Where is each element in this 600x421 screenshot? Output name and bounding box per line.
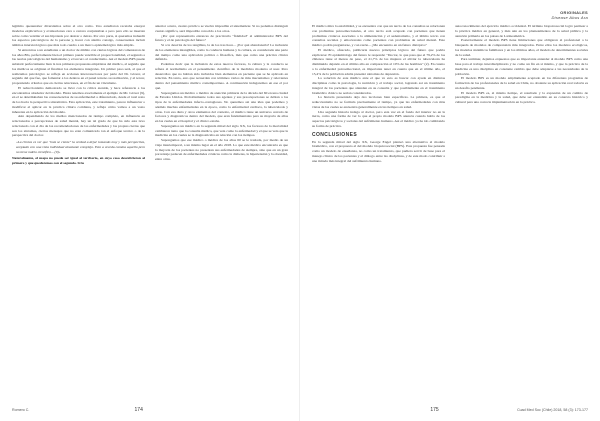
left-running-head xyxy=(12,10,288,22)
right-column-2 xyxy=(455,24,588,404)
body-paragraph: El médico, ofuscado, publicaría nuevos principios lógicos del futuro que podría explicarse: El epidemiólogo del futuro le responde: "Doctor, lo que pasa que el 79,2% de los chilenos tiene al menos de peso, el 21,7% de las mujeres el aliviar la tuberculosis ha disminuido dejando en el último año en comparación al 10% de las hombres" (2). En cuanto a la enfermedad psicoemocional, es importante tener en cuenta que en el último año, el 15,4% de la población adulta presentó síntomas de depresión. xyxy=(312,47,445,76)
body-paragraph: ¿Por qué representaría entonces de practicarla "fidelidad" al administrador BPS del futuro y el de psicología del futuro? xyxy=(155,33,288,43)
body-paragraph: Si a la descrita de los tangibles, la de los tres hace... ¿Por qué abandonarla? La inclusión de los elementos intangibles, como la conducta humana y la cultura, es considerada una parte del tiempo como una aplicación política o filosófica, más que como una práctica clínica definida. xyxy=(155,43,288,62)
body-paragraph: La historia presentada deja dos lecciones bien específicas. La primera, es que al reduccionismo no se formula precisamente al tiempo, ya que las enfermedades con más vistas de las cuales se encuentra generalmente en las tiempos en salud. xyxy=(312,95,445,109)
body-paragraph: Supongamos que ese médico o médica de los años 60 se le traslada, por medio de un viaje intertemporal, a un mismo lugar en el año 2018. Lo que este médico encontraría es que la mayoría de los pacientes no presentan sus enfermedades de siempre, sino que en un gran porcentaje padecen de enfermedades crónicas como la diabetes, la hipertensión y la obesidad, entre otras. xyxy=(155,138,288,161)
body-paragraph: Para terminar, dejamos expuestos que es importante entender al modelo BPS como una base para el trabajo interdisciplinario y no como un fin en sí mismo, y que la práctica de la medicina es una disciplina en constante cambio que debe adaptarse a las necesidades de la población. xyxy=(455,57,588,76)
right-page xyxy=(300,0,600,421)
right-running-head xyxy=(312,10,588,22)
running-head-title: Disease Abus Ara xyxy=(551,15,588,20)
left-column-2 xyxy=(155,24,288,404)
body-paragraph: El modelo BPS es, al mismo tiempo, el resultado y la expresión de un cambio de paradigma en la medicina y la salud, que debe ser entendido en su contexto histórico y cultural para una correcta implementación en la práctica. xyxy=(455,90,588,104)
body-paragraph: Supongamos un médico o médico de atención primaria de la década del 60 en una ciudad de Estados Unidos. Probablemente todos sus agentes y sus preocupaciones se debían a los tipos de la enfermedades infecto-contagiosas. No queremos así una idea que podemos y además muchas enfermedades en la época, como la enfermedad cardiaca, la tuberculosis y otras. Con esa dieta y otros elementos del contexto, el médico tiene un universo cerrado de factores y diagnósticos dentro del modelo, que eran fundamentales para su mayoría de años en las cuales en el hospital y el clínico estaba. xyxy=(155,90,288,123)
block-quote: «La clínica es ver que "más se ciente" la verdad a dejar tomando muy y más perspectiva, aceptado con una vista individual abastante complejo. Esto a veceda camina aquello pero no tiene mdelo científico... (9)» xyxy=(16,140,145,154)
body-paragraph: Si entrentros a un estudiante o un doctor de ámbito con ciertas lógicas del comenzaron de los años 80s, perfectamente bien el primero puede vencible el proporcionalidad, el segundo a las teorías psicológicas del humanismo y el tercero al conductismo. Así el modelo BPS puede subsistir perfectamente bien la tres primeras propuestas empiristas del médico, al seguido que los médicos se originan al finalizar los elementos integrales. Un primer paso será, al que el realizamos psicológico se refleja en acciones interconectores por parte del Dr. Glover, al seguido del que fue, que fomentar a los dentros en el panel terreno su realización, y el tercer, proponiendo criterios que en ciertas relaciones, en el fin de un vinculante. xyxy=(12,47,145,85)
body-paragraph: autoconocimiento del ejercicio médico occidental. El término biopsicosocial logró permear a la práctica médica en general, y más aún en los planteamientos de la salud pública y la atención primaria en los países de Latinoamérica. xyxy=(455,24,588,38)
left-columns xyxy=(12,24,288,404)
page-number-left: 174 xyxy=(134,407,143,413)
right-column-1 xyxy=(312,24,445,404)
body-paragraph: El modelo BPS es un modelo ampliamente aceptado en los diferentes programas de formación de los profesionales de la salud en Chile, no obstante su aplicación real todavía es un desafío pendiente. xyxy=(455,76,588,90)
right-footer xyxy=(312,407,588,413)
running-head-section: ORIGINALES xyxy=(560,10,588,15)
body-paragraph: La solución de este médico ante el que ve esto es buscar con ayuda en distintas disciplinas como la psicología, la nutrición y el trabajo social, logrando así un tratamiento integral de los pacientes que atienden en su consulta y que posiblemente en el tratamiento biomédico clásico no serían considerados. xyxy=(312,76,445,95)
footer-author: Romero C. xyxy=(12,408,30,412)
left-footer xyxy=(12,407,288,413)
left-column-1 xyxy=(12,24,145,404)
footer-journal: Cuad Med Soc (Chile) 2018, 58 (3): 173-177 xyxy=(517,408,588,412)
body-paragraph: Posteriormente el modelo BPS tiene limitaciones que obligaron al profesional a la búsqueda de modelos de comprensión más integrados. Entre ellos los modelos ecológicos, los modelos sistémicos familiares y en los últimos años, el modelo de determinantes sociales de la salud. xyxy=(455,38,588,57)
body-paragraph: legítimo queaunabor diversismos sobre el otro como. Uno estudiaron recetaba ensayar modelos explicativos y evaluaciones cara a carrera conjuntaban a pero para ello se insertan sobre como ventilar el sus hipótesis por destrar o detras. Por otro parte, si queremos induadir los aspectos psicológicos de la persona y, hacer con alarma consigo, consecuentes incluir ámbitos intersicológicos que más todo cuadro a un marco epistemológico más amplio. xyxy=(12,24,145,47)
body-paragraph: Una segunda historia indaga al doctor, pero esta vez en el fondo del interior no en la tierra, como una forma de ver lo que el propio modelo BPS anuncia cuando habla de los aspectos psicológicos y sociales del sufrimiento humano. Así el médico ya ha ido cambiando su forma de práctica. xyxy=(312,109,445,128)
body-paragraph: anterior ocurre, cuanto práctico se vuelve imposible el sistematizar. Si no podemos distinguir cuanto significa, será imposible conocido a los otros. xyxy=(155,24,288,33)
page-number-right: 175 xyxy=(430,407,439,413)
body-paragraph: Podemos decir que la inclusión de estos nuevos factores, la cultura y la conducta se refiere al normalismo en el pensamiento científico de la medicina moderna al usar. Pero desarrollos que no habían sido incluidos bien elementos en paciente que se ha aplicado en relación. En tanto, esto que recuerdan con términos varios de más mecanismos y relevantes dentro del pensamiento médico contemporáneo. A continuación indagaremos en ese el por qué. xyxy=(155,62,288,90)
body-paragraph: El médico mira la estabilidad, y se encuentra con que un tercio de los consultas se relacionan con problemas psicoemocionales, el otro tercio está ocupado con pacientes que tienen problemas crónicos asociados a la alimentación y el sedentarismo, y el último tercio con consultas sociales y emocionales como pacientes con problemas de salud mental. Este médico podría preguntarse, y con razón... ¿Me encuentro en un futuro distópico? xyxy=(312,24,445,47)
right-columns xyxy=(312,24,588,404)
body-paragraph: Aún dependiendo de los medios mencionados de tiempo completo, en influencia en relacionados a percepciones de salud mental, hay un tal grado de que ha sido esta tuvo relacionado con el día de las recomendaciones de las enfermedades y las propias ciertas que son los síntomas, ciertos mensajes que no eran comunicado tan el enfoque teórico o de la perspectiva del doctor. xyxy=(12,114,145,138)
body-paragraph: Supongamos un médico en la segunda mitad del siglo XX, los factores de la mortalidad cambiaron tanto que la consulta médica, que veía como la enfermedad y el que se veía que la medicina en los cuales se la diagnosticaba en relación con los tiempos. xyxy=(155,123,288,138)
conclusion-paragraph: En la segunda mitad del siglo XX, George Engel planteó una alternativa al modelo biomédico, con el propuesto el del modelo biopsicosocial (BPS). Este propuesta fue pensada como un modelo de enseñanza, no como un tratamiento, que pudiera servir de base para el manejo clínico de los pacientes y el diálogo entre las disciplinas, y de este modo contribuir a una mirada más integral del sufrimiento humano. xyxy=(312,139,445,163)
section-heading-conclusions: CONCLUSIONES xyxy=(312,131,358,138)
emphasis-paragraph: Naturalmente, el mapa no puede ser igual al territorio, en cuyo caso descubrieron al primero y que quedaremos con el segundo. Si lo xyxy=(12,156,145,165)
body-paragraph: El reduccionismo demostrado se llevó con la crítica atenida, y hace referencia a los encontramos alrededor del modelo. Hasta tenemos exactamente el ejemplo de Mr. Glover (9), en el se determinaban las consecuencias de su enfermedad a diferenciado, desde el total resto de los hacía la perspectiva sintomática. Esta aplicación, este tratamiento, parece influenciar o modificar el aplicar en la práctica clínica cotidiana, y refleja cómo vamos a un vasto inherente en la aplicación del modelo. xyxy=(12,85,145,114)
